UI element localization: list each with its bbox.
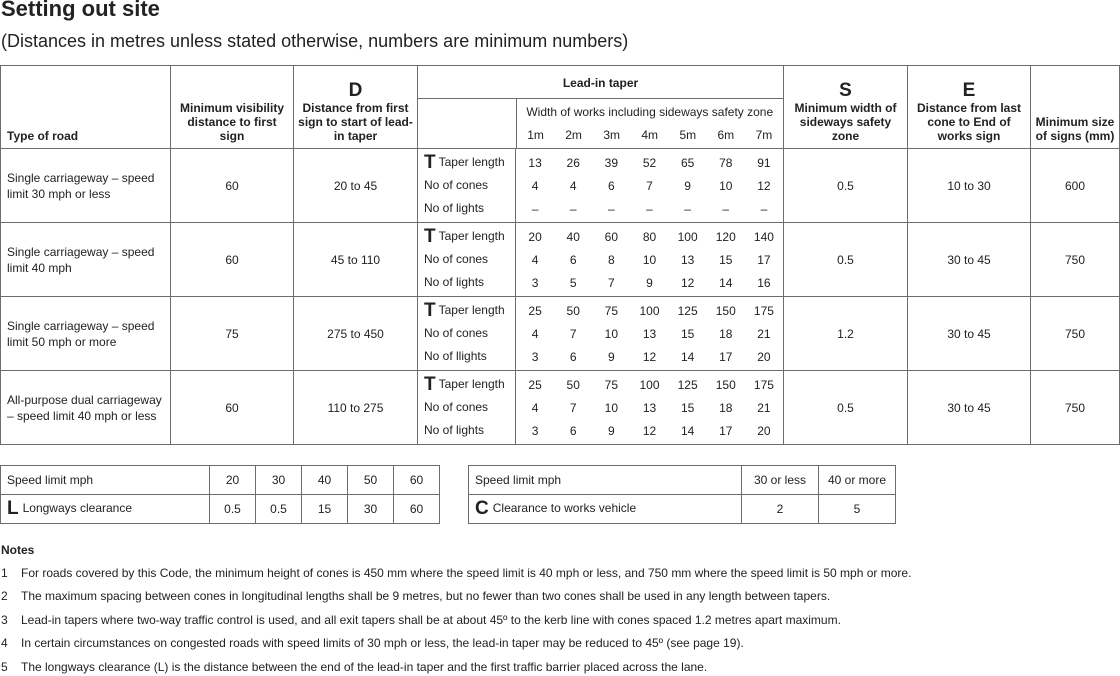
- cones-row: [516, 396, 783, 419]
- cones-value: 21: [757, 400, 771, 415]
- cones-value: 13: [680, 252, 695, 267]
- works-vehicle-clearance-table: [468, 465, 896, 524]
- header-d-text: Distance from first sign to start of lead-in taper: [298, 101, 413, 143]
- cones-value: 6: [608, 178, 615, 193]
- longways-value: 0.5: [256, 495, 302, 524]
- cones-value: 7: [646, 178, 653, 193]
- header-type-of-road: Type of road: [1, 66, 171, 149]
- lights-value: 17: [719, 423, 733, 438]
- cones-value: 15: [719, 252, 733, 267]
- longways-value: 60: [394, 495, 440, 524]
- lights-value: 9: [608, 349, 615, 364]
- taper-value: 100: [677, 229, 698, 244]
- taper-labels: [418, 223, 516, 297]
- note-number: 5: [1, 660, 8, 674]
- table-row: [1, 149, 1120, 223]
- lights-value: 12: [680, 275, 695, 290]
- cones-row: [516, 322, 783, 345]
- cones-value: 10: [604, 400, 619, 415]
- letter-s: S: [839, 80, 852, 101]
- header-e-text: Distance from last cone to End of works sign: [916, 101, 1022, 143]
- lights-value: 14: [680, 349, 695, 364]
- header-lead-in-taper: [418, 66, 784, 149]
- lights-row: [516, 419, 783, 442]
- sign-size: 750: [1031, 223, 1120, 297]
- lights-row: [516, 197, 783, 220]
- width-4m: 4m: [641, 127, 659, 142]
- note-text: The maximum spacing between cones in longitudinal lengths shall be 9 metres, but no fewer than two cones shall be used in any length between tapers.: [21, 589, 831, 603]
- distance-d: 275 to 450: [294, 297, 418, 371]
- cones-value: 7: [569, 326, 577, 341]
- clearance-value: 2: [742, 495, 819, 524]
- taper-value: 13: [528, 155, 542, 170]
- distance-e: 30 to 45: [908, 297, 1031, 371]
- lead-in-subheader: [418, 99, 783, 148]
- note-text: For roads covered by this Code, the minimum height of cones is 450 mm where the speed limit is 40 mph or less, and 750 mm where the speed limit is 50 mph or more.: [21, 566, 912, 580]
- lights-value: 14: [719, 275, 733, 290]
- note-number: 3: [1, 613, 8, 627]
- taper-value: 120: [715, 229, 736, 244]
- taper-value: 25: [528, 303, 542, 318]
- distance-d: 45 to 110: [294, 223, 418, 297]
- taper-value: 75: [604, 303, 619, 318]
- taper-value: 78: [719, 155, 733, 170]
- sign-size: 750: [1031, 371, 1120, 445]
- letter-t: T: [424, 374, 436, 395]
- cones-value: 4: [531, 178, 539, 193]
- setting-out-table: [0, 65, 1120, 445]
- lights-value: 14: [680, 423, 695, 438]
- cones-value: 9: [684, 178, 691, 193]
- taper-value: 39: [604, 155, 619, 170]
- taper-row: [516, 299, 783, 322]
- note-number: 4: [1, 636, 8, 650]
- longways-speed: 50: [348, 466, 394, 495]
- note-item: [1, 636, 744, 650]
- header-min-visibility: Minimum visibility distance to first sign: [171, 66, 294, 149]
- header-min-size: Minimum size of signs (mm): [1031, 66, 1120, 149]
- distance-e: 30 to 45: [908, 371, 1031, 445]
- lights-value: 12: [642, 423, 657, 438]
- cones-value: 6: [569, 252, 577, 267]
- lights-value: –: [760, 201, 768, 216]
- visibility-distance: 60: [171, 149, 294, 223]
- distance-e: 30 to 45: [908, 223, 1031, 297]
- width-5m: 5m: [679, 127, 697, 142]
- lights-value: 20: [757, 423, 771, 438]
- letter-t: T: [424, 300, 436, 321]
- longways-speed-label: Speed limit mph: [1, 466, 210, 495]
- lights-value: –: [569, 201, 577, 216]
- taper-value: 100: [639, 303, 660, 318]
- note-item: [1, 613, 841, 627]
- lead-in-title: Lead-in taper: [418, 66, 783, 99]
- header-s: [784, 66, 908, 149]
- cones-value: 4: [531, 400, 539, 415]
- lights-value: 6: [569, 349, 577, 364]
- taper-values: [516, 149, 784, 223]
- lights-row: [516, 345, 783, 368]
- clearance-speed-label: Speed limit mph: [469, 466, 742, 495]
- letter-d: D: [348, 80, 363, 101]
- note-text: The longways clearance (L) is the distance between the end of the lead-in taper and the first traffic barrier placed across the lane.: [21, 660, 708, 674]
- page-title: Setting out site: [1, 0, 160, 21]
- width-1m: 1m: [527, 127, 544, 142]
- cones-value: 4: [531, 326, 539, 341]
- cones-value: 15: [680, 400, 695, 415]
- cones-label: No of cones: [424, 400, 489, 414]
- lights-label: No of lights: [424, 275, 485, 289]
- lights-value: 9: [608, 423, 615, 438]
- sideways-zone-s: 0.5: [784, 149, 908, 223]
- cones-value: 4: [531, 252, 539, 267]
- taper-value: 100: [639, 377, 660, 392]
- width-values: [517, 123, 784, 146]
- longways-speed: 40: [302, 466, 348, 495]
- taper-value: 125: [677, 303, 698, 318]
- lights-value: 9: [646, 275, 653, 290]
- width-7m: 7m: [755, 127, 773, 142]
- cones-label: No of cones: [424, 252, 489, 266]
- distance-e: 10 to 30: [908, 149, 1031, 223]
- road-type: Single carriageway – speed limit 50 mph or more: [1, 297, 171, 371]
- longways-speed: 60: [394, 466, 440, 495]
- longways-value: 15: [302, 495, 348, 524]
- longways-value: 0.5: [210, 495, 256, 524]
- taper-value: 50: [566, 377, 580, 392]
- taper-row: [516, 373, 783, 396]
- clearance-speed: 40 or more: [819, 466, 896, 495]
- header-e: [908, 66, 1031, 149]
- lights-value: –: [722, 201, 730, 216]
- note-item: [1, 566, 911, 580]
- sideways-zone-s: 1.2: [784, 297, 908, 371]
- lights-label: No of lights: [424, 423, 485, 437]
- lights-value: 20: [757, 349, 771, 364]
- lights-value: 16: [757, 275, 771, 290]
- longways-label-cell: [1, 495, 210, 524]
- visibility-distance: 75: [171, 297, 294, 371]
- header-d: [294, 66, 418, 149]
- taper-value: 140: [753, 229, 774, 244]
- visibility-distance: 60: [171, 371, 294, 445]
- lights-value: 5: [569, 275, 577, 290]
- taper-labels: [418, 371, 516, 445]
- letter-t: T: [424, 226, 436, 247]
- width-2m: 2m: [565, 127, 582, 142]
- letter-t: T: [424, 152, 436, 173]
- taper-value: 25: [528, 377, 542, 392]
- cones-value: 4: [569, 178, 577, 193]
- taper-row: [516, 225, 783, 248]
- table-row: [1, 371, 1120, 445]
- taper-values: [516, 223, 784, 297]
- taper-length-label: Taper length: [438, 377, 505, 391]
- longways-clearance-table: [0, 465, 440, 524]
- cones-value: 21: [757, 326, 771, 341]
- taper-value: 125: [677, 377, 698, 392]
- note-item: [1, 660, 707, 674]
- cones-value: 10: [604, 326, 619, 341]
- width-6m: 6m: [717, 127, 735, 142]
- table-row: [1, 223, 1120, 297]
- note-number: 1: [1, 566, 8, 580]
- taper-value: 26: [566, 155, 580, 170]
- taper-value: 52: [642, 155, 657, 170]
- taper-values: [516, 371, 784, 445]
- taper-row: [516, 151, 783, 174]
- lights-value: –: [684, 201, 691, 216]
- taper-value: 40: [566, 229, 580, 244]
- road-type: Single carriageway – speed limit 40 mph: [1, 223, 171, 297]
- table-row: [1, 297, 1120, 371]
- cones-value: 10: [719, 178, 733, 193]
- cones-value: 15: [680, 326, 695, 341]
- cones-value: 12: [757, 178, 771, 193]
- cones-value: 13: [642, 326, 657, 341]
- taper-length-label: Taper length: [438, 155, 505, 169]
- clearance-label: Clearance to works vehicle: [492, 501, 637, 515]
- taper-value: 20: [528, 229, 542, 244]
- taper-length-label: Taper length: [438, 303, 505, 317]
- road-type: Single carriageway – speed limit 30 mph or less: [1, 149, 171, 223]
- longways-label: Longways clearance: [22, 501, 133, 515]
- clearance-value: 5: [819, 495, 896, 524]
- clearance-label-cell: [469, 495, 742, 524]
- lights-label: No of lights: [424, 201, 485, 215]
- road-type: All-purpose dual carriageway – speed limit 40 mph or less: [1, 371, 171, 445]
- cones-value: 13: [642, 400, 657, 415]
- visibility-distance: 60: [171, 223, 294, 297]
- note-text: Lead-in tapers where two-way traffic control is used, and all exit tapers shall be at about 45º to the kerb line with cones spaced 1.2 metres apart maximum.: [21, 613, 841, 627]
- lights-value: –: [531, 201, 539, 216]
- lights-value: 12: [642, 349, 657, 364]
- taper-value: 150: [715, 377, 736, 392]
- taper-values: [516, 297, 784, 371]
- sign-size: 750: [1031, 297, 1120, 371]
- taper-labels: [418, 297, 516, 371]
- taper-value: 175: [753, 377, 774, 392]
- lights-value: 3: [531, 423, 539, 438]
- sideways-zone-s: 0.5: [784, 223, 908, 297]
- cones-value: 10: [642, 252, 657, 267]
- lights-value: 6: [569, 423, 577, 438]
- longways-speed: 20: [210, 466, 256, 495]
- page-subtitle: (Distances in metres unless stated otherwise, numbers are minimum numbers): [1, 31, 629, 51]
- note-text: In certain circumstances on congested roads with speed limits of 30 mph or less, the lead-in taper may be reduced to 45º (see page 19).: [21, 636, 744, 650]
- taper-value: 91: [757, 155, 771, 170]
- sign-size: 600: [1031, 149, 1120, 223]
- width-3m: 3m: [603, 127, 620, 142]
- note-number: 2: [1, 589, 8, 603]
- lights-value: –: [608, 201, 615, 216]
- distance-d: 20 to 45: [294, 149, 418, 223]
- lights-value: 3: [531, 275, 539, 290]
- taper-value: 60: [604, 229, 619, 244]
- header-s-text: Minimum width of sideways safety zone: [794, 101, 897, 143]
- taper-value: 80: [642, 229, 657, 244]
- notes-heading: Notes: [1, 543, 35, 557]
- cones-value: 7: [569, 400, 577, 415]
- cones-value: 18: [719, 326, 733, 341]
- letter-c: C: [475, 498, 489, 519]
- lights-value: 7: [608, 275, 615, 290]
- taper-value: 65: [680, 155, 695, 170]
- cones-value: 18: [719, 400, 733, 415]
- lights-value: 3: [531, 349, 539, 364]
- clearance-speed: 30 or less: [742, 466, 819, 495]
- note-item: [1, 589, 830, 603]
- longways-value: 30: [348, 495, 394, 524]
- taper-value: 175: [753, 303, 774, 318]
- lights-row: [516, 271, 783, 294]
- cones-value: 8: [608, 252, 615, 267]
- letter-l: L: [7, 498, 19, 519]
- taper-value: 75: [604, 377, 619, 392]
- cones-value: 17: [757, 252, 771, 267]
- width-label: Width of works including sideways safety zone: [526, 105, 774, 119]
- letter-e: E: [962, 80, 976, 101]
- distance-d: 110 to 275: [294, 371, 418, 445]
- lights-label: No of llights: [424, 349, 487, 363]
- taper-length-label: Taper length: [438, 229, 505, 243]
- cones-row: [516, 248, 783, 271]
- lights-value: –: [646, 201, 653, 216]
- taper-labels: [418, 149, 516, 223]
- cones-label: No of cones: [424, 326, 489, 340]
- sideways-zone-s: 0.5: [784, 371, 908, 445]
- cones-row: [516, 174, 783, 197]
- cones-label: No of cones: [424, 178, 489, 192]
- taper-value: 150: [715, 303, 736, 318]
- longways-speed: 30: [256, 466, 302, 495]
- lights-value: 17: [719, 349, 733, 364]
- taper-value: 50: [566, 303, 580, 318]
